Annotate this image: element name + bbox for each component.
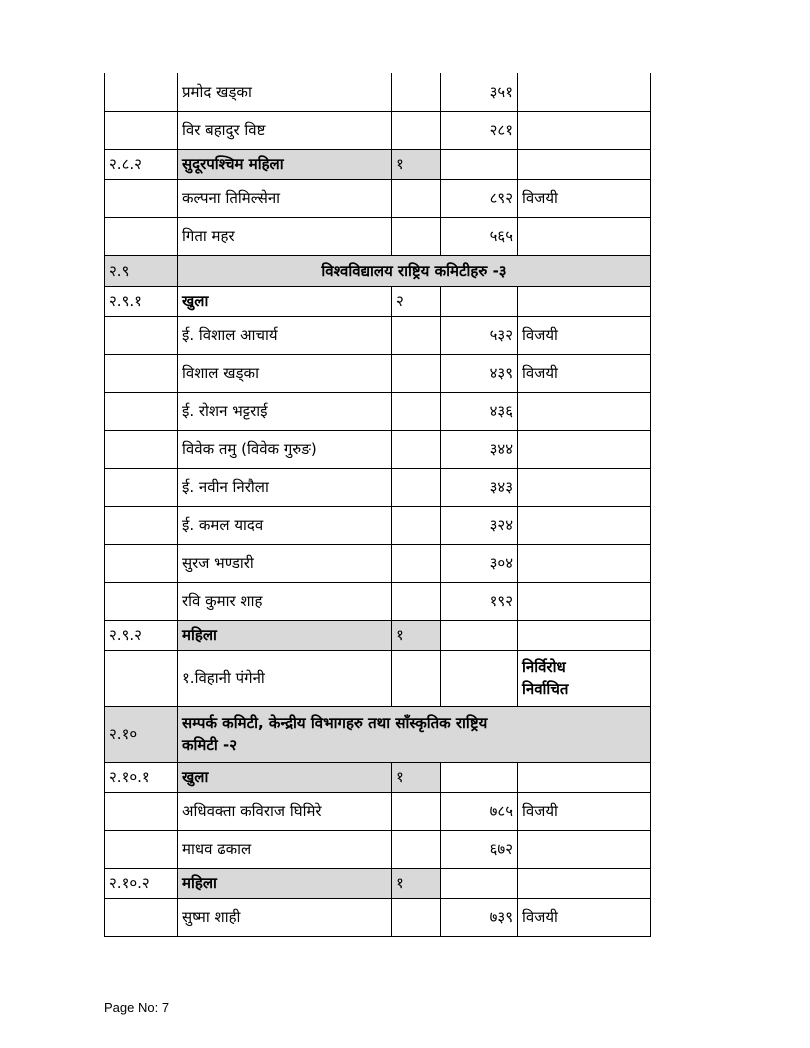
category-name: महिला — [178, 868, 392, 898]
table-row — [105, 430, 651, 468]
vote-count: ३४३ — [441, 468, 518, 506]
seat-count — [392, 179, 441, 217]
category-row — [105, 149, 651, 179]
vote-count: ८९२ — [441, 179, 518, 217]
candidate-name: अधिवक्ता कविराज घिमिरे — [178, 792, 392, 830]
category-row — [105, 868, 651, 898]
result-status — [518, 544, 651, 582]
row-code — [105, 650, 178, 706]
candidate-name: सुरज भण्डारी — [178, 544, 392, 582]
table-row — [105, 179, 651, 217]
section-row — [105, 706, 651, 762]
result-status: विजयी — [518, 354, 651, 392]
section-title: विश्वविद्यालय राष्ट्रिय कमिटीहरु -३ — [178, 255, 651, 286]
seat-count — [392, 468, 441, 506]
category-name: खुला — [178, 762, 392, 792]
row-code: २.८.२ — [105, 149, 178, 179]
vote-count — [441, 149, 518, 179]
result-status: विजयी — [518, 898, 651, 936]
vote-count: ५६५ — [441, 217, 518, 255]
vote-count: ६७२ — [441, 830, 518, 868]
candidate-name: ई. कमल यादव — [178, 506, 392, 544]
vote-count — [441, 286, 518, 316]
vote-count: २८१ — [441, 111, 518, 149]
seat-count — [392, 217, 441, 255]
candidate-name: सुष्मा शाही — [178, 898, 392, 936]
category-row — [105, 286, 651, 316]
result-status: विजयी — [518, 316, 651, 354]
table-row — [105, 217, 651, 255]
row-code: २.९.१ — [105, 286, 178, 316]
candidate-name: १.विहानी पंगेनी — [178, 650, 392, 706]
status-line-1: निर्विरोध — [522, 658, 566, 676]
row-code — [105, 898, 178, 936]
row-code — [105, 468, 178, 506]
seat-count — [392, 506, 441, 544]
result-status — [518, 468, 651, 506]
candidate-name: प्रमोद खड्का — [178, 73, 392, 111]
vote-count: ३५१ — [441, 73, 518, 111]
seat-count: २ — [392, 286, 441, 316]
seat-count — [392, 650, 441, 706]
candidate-name: गिता महर — [178, 217, 392, 255]
status-line-2: निर्वाचित — [522, 680, 569, 698]
vote-count — [441, 868, 518, 898]
seat-count: १ — [392, 762, 441, 792]
section-title-line-1: सम्पर्क कमिटी, केन्द्रीय विभागहरु तथा साँस्कृतिक राष्ट्रिय — [182, 714, 488, 732]
result-status: विजयी — [518, 179, 651, 217]
row-code — [105, 544, 178, 582]
row-code: २.१०.१ — [105, 762, 178, 792]
table-row — [105, 111, 651, 149]
candidate-name: विवेक तमु (विवेक गुरुङ) — [178, 430, 392, 468]
candidate-name: विर बहादुर विष्ट — [178, 111, 392, 149]
category-name: महिला — [178, 620, 392, 650]
row-code: २.१०.२ — [105, 868, 178, 898]
result-status — [518, 650, 651, 706]
candidate-name: कल्पना तिमिल्सेना — [178, 179, 392, 217]
section-code: २.१० — [105, 706, 178, 762]
result-status — [518, 111, 651, 149]
seat-count — [392, 316, 441, 354]
vote-count: ३२४ — [441, 506, 518, 544]
vote-count: ३०४ — [441, 544, 518, 582]
seat-count: १ — [392, 149, 441, 179]
result-status — [518, 506, 651, 544]
vote-count — [441, 762, 518, 792]
row-code — [105, 792, 178, 830]
section-title — [178, 706, 651, 762]
vote-count: १९२ — [441, 582, 518, 620]
result-status — [518, 830, 651, 868]
result-status — [518, 392, 651, 430]
category-row — [105, 762, 651, 792]
result-status — [518, 762, 651, 792]
row-code — [105, 830, 178, 868]
row-code: २.९.२ — [105, 620, 178, 650]
table-row — [105, 830, 651, 868]
seat-count — [392, 354, 441, 392]
election-results-table — [104, 73, 651, 937]
row-code — [105, 217, 178, 255]
vote-count: ३४४ — [441, 430, 518, 468]
seat-count — [392, 544, 441, 582]
row-code — [105, 430, 178, 468]
seat-count — [392, 898, 441, 936]
result-status — [518, 149, 651, 179]
result-status — [518, 217, 651, 255]
seat-count: १ — [392, 620, 441, 650]
row-code — [105, 316, 178, 354]
seat-count: १ — [392, 868, 441, 898]
table-row — [105, 792, 651, 830]
table-row — [105, 392, 651, 430]
row-code — [105, 392, 178, 430]
seat-count — [392, 582, 441, 620]
candidate-name: रवि कुमार शाह — [178, 582, 392, 620]
row-code — [105, 73, 178, 111]
table-row — [105, 650, 651, 706]
candidate-name: माधव ढकाल — [178, 830, 392, 868]
table-row — [105, 468, 651, 506]
seat-count — [392, 392, 441, 430]
row-code — [105, 354, 178, 392]
table-row — [105, 544, 651, 582]
table-row — [105, 506, 651, 544]
seat-count — [392, 430, 441, 468]
seat-count — [392, 73, 441, 111]
category-name: सुदूरपश्चिम महिला — [178, 149, 392, 179]
vote-count — [441, 620, 518, 650]
section-code: २.९ — [105, 255, 178, 286]
row-code — [105, 111, 178, 149]
result-status — [518, 868, 651, 898]
page-number: Page No: 7 — [104, 1000, 170, 1015]
table-row — [105, 316, 651, 354]
seat-count — [392, 111, 441, 149]
result-status — [518, 620, 651, 650]
vote-count: ७३९ — [441, 898, 518, 936]
vote-count — [441, 650, 518, 706]
vote-count: ४३९ — [441, 354, 518, 392]
category-name: खुला — [178, 286, 392, 316]
row-code — [105, 506, 178, 544]
table-row — [105, 898, 651, 936]
candidate-name: विशाल खड्का — [178, 354, 392, 392]
candidate-name: ई. विशाल आचार्य — [178, 316, 392, 354]
vote-count: ७८५ — [441, 792, 518, 830]
row-code — [105, 179, 178, 217]
result-status — [518, 430, 651, 468]
candidate-name: ई. रोशन भट्टराई — [178, 392, 392, 430]
seat-count — [392, 792, 441, 830]
table-row — [105, 354, 651, 392]
row-code — [105, 582, 178, 620]
section-title-line-2: कमिटी -२ — [182, 736, 238, 754]
section-row — [105, 255, 651, 286]
category-row — [105, 620, 651, 650]
table-row — [105, 73, 651, 111]
vote-count: ४३६ — [441, 392, 518, 430]
candidate-name: ई. नवीन निरौला — [178, 468, 392, 506]
result-status — [518, 582, 651, 620]
seat-count — [392, 830, 441, 868]
result-status: विजयी — [518, 792, 651, 830]
result-status — [518, 73, 651, 111]
vote-count: ५३२ — [441, 316, 518, 354]
table-row — [105, 582, 651, 620]
result-status — [518, 286, 651, 316]
